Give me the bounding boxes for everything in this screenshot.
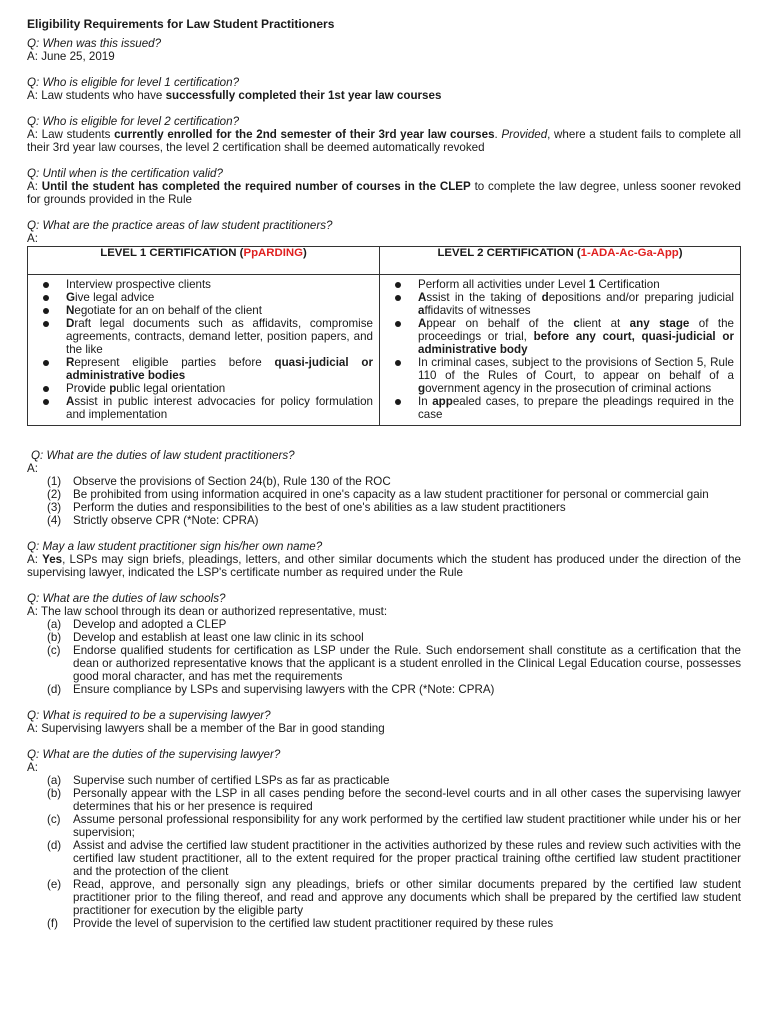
qa-level1	[27, 76, 741, 102]
question-text: What are the duties of law schools?	[42, 592, 226, 605]
item-bold: g	[418, 382, 426, 395]
a-label: A:	[27, 50, 38, 63]
list-item	[27, 878, 741, 917]
qa-lsp-duties	[27, 449, 741, 527]
question	[27, 115, 741, 128]
q-label: Q:	[27, 540, 40, 553]
a-label: A:	[27, 605, 38, 618]
answer	[27, 462, 741, 475]
item-bold: any stage	[629, 317, 690, 330]
list-marker: (b)	[47, 787, 62, 800]
question	[27, 709, 741, 722]
list-item	[27, 644, 741, 683]
answer	[27, 89, 741, 102]
question	[27, 219, 741, 232]
qa-validity	[27, 167, 741, 206]
item-text: Certification	[595, 278, 660, 291]
question-text: Who is eligible for level 1 certification?	[42, 76, 240, 89]
answer	[27, 232, 741, 245]
answer-text: The law school through its dean or authorized representative, must:	[40, 605, 388, 618]
answer-text: , where a student fails to complete all their 3rd year law courses, the level 2 certification shall be deemed automatically revoked	[27, 128, 741, 154]
q-label: Q:	[27, 37, 40, 50]
item-text: Provide the level of supervision to the certified law student practitioner required by these rules	[73, 917, 554, 930]
level1-list	[32, 278, 373, 421]
answer	[27, 761, 741, 774]
answer-text: Law students	[41, 128, 115, 141]
answer-bold: Until the student has completed the required number of courses in the CLEP	[41, 180, 471, 193]
certification-table	[27, 246, 741, 426]
header-text: )	[678, 247, 683, 259]
answer-text: June 25, 2019	[41, 50, 115, 63]
level1-acronym: PpARDING	[243, 247, 303, 259]
q-label: Q:	[27, 167, 40, 180]
table-header-row	[28, 247, 741, 275]
item-text: Develop and adopted a CLEP	[73, 618, 227, 631]
item-text: ppear on behalf of the	[426, 317, 574, 330]
item-bold: a	[418, 304, 425, 317]
item-bold: A	[418, 291, 427, 304]
item-text: ssist in public interest advocacies for policy formulation and implementation	[66, 395, 373, 421]
item-text: In	[418, 395, 433, 408]
qa-practice-areas	[27, 219, 741, 426]
list-item	[27, 514, 741, 527]
item-text: ssist in the taking of	[426, 291, 542, 304]
lsp-duties-list	[27, 475, 741, 527]
item-bold: A	[66, 395, 75, 408]
level1-header	[28, 247, 380, 275]
question-text: What are the duties of the supervising lawyer?	[42, 748, 281, 761]
document-title: Eligibility Requirements for Law Student Practitioners	[27, 17, 335, 31]
list-item	[27, 488, 741, 501]
level2-header	[380, 247, 741, 275]
list-item	[32, 395, 373, 421]
list-marker: (2)	[47, 488, 62, 501]
q-label: Q:	[31, 449, 44, 462]
level2-cell	[380, 275, 741, 426]
list-item	[27, 683, 741, 696]
qa-supervising-lawyer	[27, 709, 741, 735]
question-text: Who is eligible for level 2 certification?	[42, 115, 240, 128]
answer	[27, 722, 741, 735]
list-item	[27, 917, 741, 930]
item-text: Develop and establish at least one law clinic in its school	[73, 631, 364, 644]
question-text: Until when is the certification valid?	[42, 167, 223, 180]
answer-text: to complete the law degree, unless sooner revoked for grounds provided in the Rule	[27, 180, 741, 206]
question	[27, 167, 741, 180]
answer-text: Law students who have	[41, 89, 166, 102]
item-text: egotiate for an on behalf of the client	[74, 304, 262, 317]
item-text: Be prohibited from using information acquired in one's capacity as a law student practitioner for personal or commercial gain	[73, 488, 709, 501]
list-item	[27, 631, 741, 644]
answer	[27, 50, 741, 63]
item-text: Perform the duties and responsibilities to the best of one's abilities as a law student practitioners	[73, 501, 566, 514]
list-item	[32, 317, 373, 356]
list-marker: (c)	[47, 813, 61, 826]
answer-bold: Yes	[42, 553, 63, 566]
answer-text: Supervising lawyers shall be a member of the Bar in good standing	[41, 722, 385, 735]
list-marker: (a)	[47, 618, 62, 631]
q-label: Q:	[27, 115, 40, 128]
answer-text: .	[494, 128, 502, 141]
item-bold: 1	[588, 278, 596, 291]
header-text: LEVEL 2 CERTIFICATION (	[437, 247, 581, 259]
q-label: Q:	[27, 592, 40, 605]
list-item	[27, 787, 741, 813]
item-text: overnment agency in the prosecution of criminal actions	[425, 382, 712, 395]
question	[27, 592, 741, 605]
qa-law-schools	[27, 592, 741, 696]
item-text: Read, approve, and personally sign any pleadings, briefs or other similar documents prepared by the certified law student practitioner prior to the filing thereof, and read and approve any documents which shall be prepared by the certified law student practitioner for execution by the eligible party	[73, 878, 741, 917]
item-bold: before any court, quasi-judicial or administrative body	[418, 330, 734, 356]
list-marker: (a)	[47, 774, 62, 787]
answer-text: , LSPs may sign briefs, pleadings, letters, and other similar documents which the student has produced under the direction of the supervising lawyer, indicated the LSP's certificate number as required under the Rule	[27, 553, 741, 579]
item-text: Ensure compliance by LSPs and supervising lawyers with the CPR (*Note: CPRA)	[73, 683, 495, 696]
item-text: Personally appear with the LSP in all cases pending before the second-level courts and in all other cases the supervising lawyer determines that his or her presence is required	[73, 787, 741, 813]
list-item	[27, 501, 741, 514]
supervising-duties-list	[27, 774, 741, 930]
item-bold: p	[109, 382, 117, 395]
list-item	[27, 475, 741, 488]
a-label: A:	[27, 761, 38, 774]
header-text: LEVEL 1 CERTIFICATION (	[100, 247, 244, 259]
answer-bold: currently enrolled for the 2nd semester of their 3rd year law courses	[114, 128, 495, 141]
answer	[27, 605, 741, 618]
item-bold: d	[541, 291, 549, 304]
q-label: Q:	[27, 76, 40, 89]
question-text: What is required to be a supervising lawyer?	[42, 709, 271, 722]
item-bold: c	[573, 317, 580, 330]
list-item	[384, 291, 734, 317]
q-label: Q:	[27, 219, 40, 232]
item-text: Observe the provisions of Section 24(b), Rule 130 of the ROC	[73, 475, 391, 488]
item-text: In criminal cases, subject to the provisions of Section 5, Rule 110 of the Rules of Court, to appear on behalf of a	[418, 356, 734, 382]
item-bold: A	[418, 317, 427, 330]
law-school-duties-list	[27, 618, 741, 696]
list-marker: (c)	[47, 644, 61, 657]
list-marker: (3)	[47, 501, 62, 514]
list-marker: (1)	[47, 475, 62, 488]
list-item	[32, 291, 373, 304]
item-text: raft legal documents such as affidavits, compromise agreements, contracts, demand letter, position papers, and the like	[66, 317, 373, 356]
list-marker: (b)	[47, 631, 62, 644]
header-text: )	[302, 247, 307, 259]
qa-level2	[27, 115, 741, 154]
list-marker: (d)	[47, 839, 62, 852]
item-text: Strictly observe CPR (*Note: CPRA)	[73, 514, 259, 527]
qa-sign-name	[27, 540, 741, 579]
item-text: of the proceedings or trial,	[418, 317, 734, 343]
a-label: A:	[27, 89, 38, 102]
list-item	[27, 839, 741, 878]
item-text: ealed cases, to prepare the pleadings required in the case	[418, 395, 734, 421]
list-item	[32, 278, 373, 291]
item-text: ive legal advice	[75, 291, 155, 304]
answer-italic: Provided	[501, 128, 548, 141]
list-item	[384, 356, 734, 395]
question-text: When was this issued?	[42, 37, 162, 50]
a-label: A:	[27, 553, 38, 566]
question	[27, 748, 741, 761]
a-label: A:	[27, 232, 38, 245]
answer	[27, 180, 741, 206]
list-item	[27, 774, 741, 787]
question	[27, 76, 741, 89]
item-text: epresent eligible parties before	[74, 356, 275, 369]
answer-bold: successfully completed their 1st year law courses	[165, 89, 442, 102]
list-item	[384, 395, 734, 421]
list-marker: (d)	[47, 683, 62, 696]
q-label: Q:	[27, 748, 40, 761]
list-item	[32, 382, 373, 395]
item-bold: N	[66, 304, 75, 317]
item-text: Interview prospective clients	[66, 278, 211, 291]
list-item	[384, 317, 734, 356]
a-label: A:	[27, 722, 38, 735]
a-label: A:	[27, 128, 38, 141]
answer	[27, 553, 741, 579]
question-text: What are the practice areas of law student practitioners?	[42, 219, 333, 232]
item-bold: D	[66, 317, 75, 330]
item-text: lient at	[579, 317, 630, 330]
item-text: Pro	[66, 382, 85, 395]
item-text: epositions and/or preparing judicial	[548, 291, 735, 304]
question-text: May a law student practitioner sign his/her own name?	[42, 540, 323, 553]
level2-list	[384, 278, 734, 421]
item-text: Assume personal professional responsibility for any work performed by the certified law student practitioner while under his or her supervision;	[73, 813, 741, 839]
a-label: A:	[27, 462, 38, 475]
level1-cell	[28, 275, 380, 426]
item-text: ide	[90, 382, 110, 395]
list-marker: (e)	[47, 878, 62, 891]
table-row	[28, 275, 741, 426]
item-text: ffidavits of witnesses	[424, 304, 531, 317]
answer	[27, 128, 741, 154]
item-bold: quasi-judicial or administrative bodies	[66, 356, 373, 382]
question	[27, 449, 741, 462]
qa-supervising-duties	[27, 748, 741, 930]
item-text: Endorse qualified students for certification as LSP under the Rule. Such endorsement shall constitute as a certification that the dean or authorized representative knows that the applicant is a student enrolled in the Clinical Legal Education course, possesses good moral character, and has met the requirements	[73, 644, 741, 683]
item-bold: R	[66, 356, 75, 369]
list-item	[27, 618, 741, 631]
list-item	[32, 304, 373, 317]
item-bold: app	[432, 395, 453, 408]
list-marker: (f)	[47, 917, 58, 930]
item-text: ublic legal orientation	[116, 382, 226, 395]
a-label: A:	[27, 180, 38, 193]
question-text: What are the duties of law student practitioners?	[46, 449, 295, 462]
list-item	[384, 278, 734, 291]
level2-acronym: 1-ADA-Ac-Ga-App	[580, 247, 679, 259]
item-bold: G	[66, 291, 76, 304]
item-text: Assist and advise the certified law student practitioner in the activities authorized by these rules and review such activities with the certified law student practitioner, all to the extent required for the proper practical training ofthe certified law student practitioner and the protection of the client	[73, 839, 741, 878]
item-text: Perform all activities under Level	[418, 278, 589, 291]
list-item	[32, 356, 373, 382]
item-text: Supervise such number of certified LSPs as far as practicable	[73, 774, 390, 787]
item-bold: v	[84, 382, 91, 395]
list-item	[27, 813, 741, 839]
question	[27, 540, 741, 553]
question	[27, 37, 741, 50]
list-marker: (4)	[47, 514, 62, 527]
q-label: Q:	[27, 709, 40, 722]
qa-issued	[27, 37, 741, 63]
